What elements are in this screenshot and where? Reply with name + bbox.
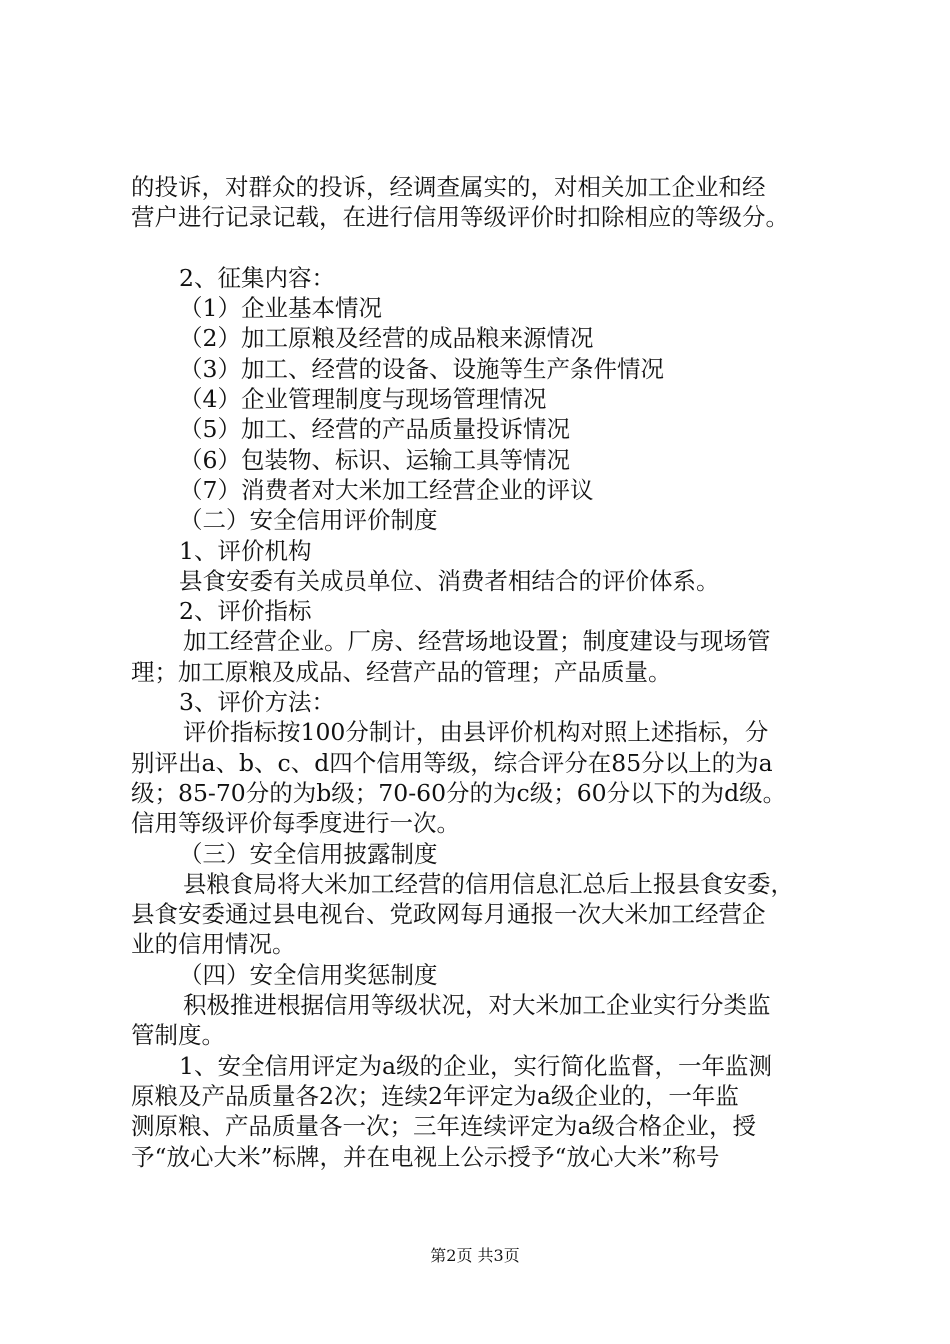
section-heading: 2、征集内容： (179, 263, 335, 292)
paragraph-line: 的投诉，对群众的投诉，经调查属实的，对相关加工企业和经 (131, 173, 766, 201)
paragraph-line: 级；85-70分的为b级；70-60分的为c级；60分以下的为d级。 (131, 778, 787, 807)
paragraph-line: 管制度。 (131, 1021, 225, 1050)
document-body (131, 172, 836, 1172)
paragraph-line: 县食安委有关成员单位、消费者相结合的评价体系。 (179, 566, 720, 595)
paragraph-line: 原粮及产品质量各2次；连续2年评定为a级企业的，一年监 (131, 1081, 739, 1110)
paragraph-line: 测原粮、产品质量各一次；三年连续评定为a级合格企业，授 (131, 1112, 757, 1141)
section-heading: （三）安全信用披露制度 (179, 839, 438, 868)
paragraph-line: 加工经营企业。厂房、经营场地设置；制度建设与现场管 (183, 627, 771, 656)
subsection-heading: 1、评价机构 (179, 536, 312, 565)
subsection-heading: 3、评价方法： (179, 688, 335, 717)
list-item: （7）消费者对大米加工经营企业的评议 (179, 475, 594, 504)
section-heading: （四）安全信用奖惩制度 (179, 960, 438, 989)
paragraph-line: 理；加工原粮及成品、经营产品的管理；产品质量。 (131, 657, 672, 686)
paragraph-line: 评价指标按100分制计，由县评价机构对照上述指标，分 (183, 718, 769, 747)
paragraph-line: 信用等级评价每季度进行一次。 (131, 809, 460, 838)
paragraph-line: 县粮食局将大米加工经营的信用信息汇总后上报县食安委， (183, 869, 794, 898)
list-item: （6）包装物、标识、运输工具等情况 (179, 445, 570, 474)
blank-line (131, 233, 836, 263)
paragraph-line: 予“放心大米”标牌，并在电视上公示授予“放心大米”称号 (131, 1142, 720, 1171)
section-heading: （二）安全信用评价制度 (179, 506, 438, 535)
paragraph-line: 积极推进根据信用等级状况，对大米加工企业实行分类监 (183, 991, 771, 1020)
list-item: （5）加工、经营的产品质量投诉情况 (179, 415, 570, 444)
paragraph-line: 营户进行记录记载，在进行信用等级评价时扣除相应的等级分。 (131, 203, 789, 232)
paragraph-line: 1、安全信用评定为a级的企业，实行简化监督，一年监测 (179, 1051, 772, 1080)
page-footer: 第2页 共3页 (430, 1246, 520, 1265)
list-item: （3）加工、经营的设备、设施等生产条件情况 (179, 354, 664, 383)
list-item: （1）企业基本情况 (179, 294, 382, 323)
paragraph-line: 业的信用情况。 (131, 930, 296, 959)
subsection-heading: 2、评价指标 (179, 597, 312, 626)
paragraph-line: 县食安委通过县电视台、党政网每月通报一次大米加工经营企 (131, 900, 766, 929)
list-item: （4）企业管理制度与现场管理情况 (179, 385, 547, 414)
paragraph-line: 别评出a、b、c、d四个信用等级，综合评分在85分以上的为a (131, 748, 773, 777)
list-item: （2）加工原粮及经营的成品粮来源情况 (179, 324, 594, 353)
